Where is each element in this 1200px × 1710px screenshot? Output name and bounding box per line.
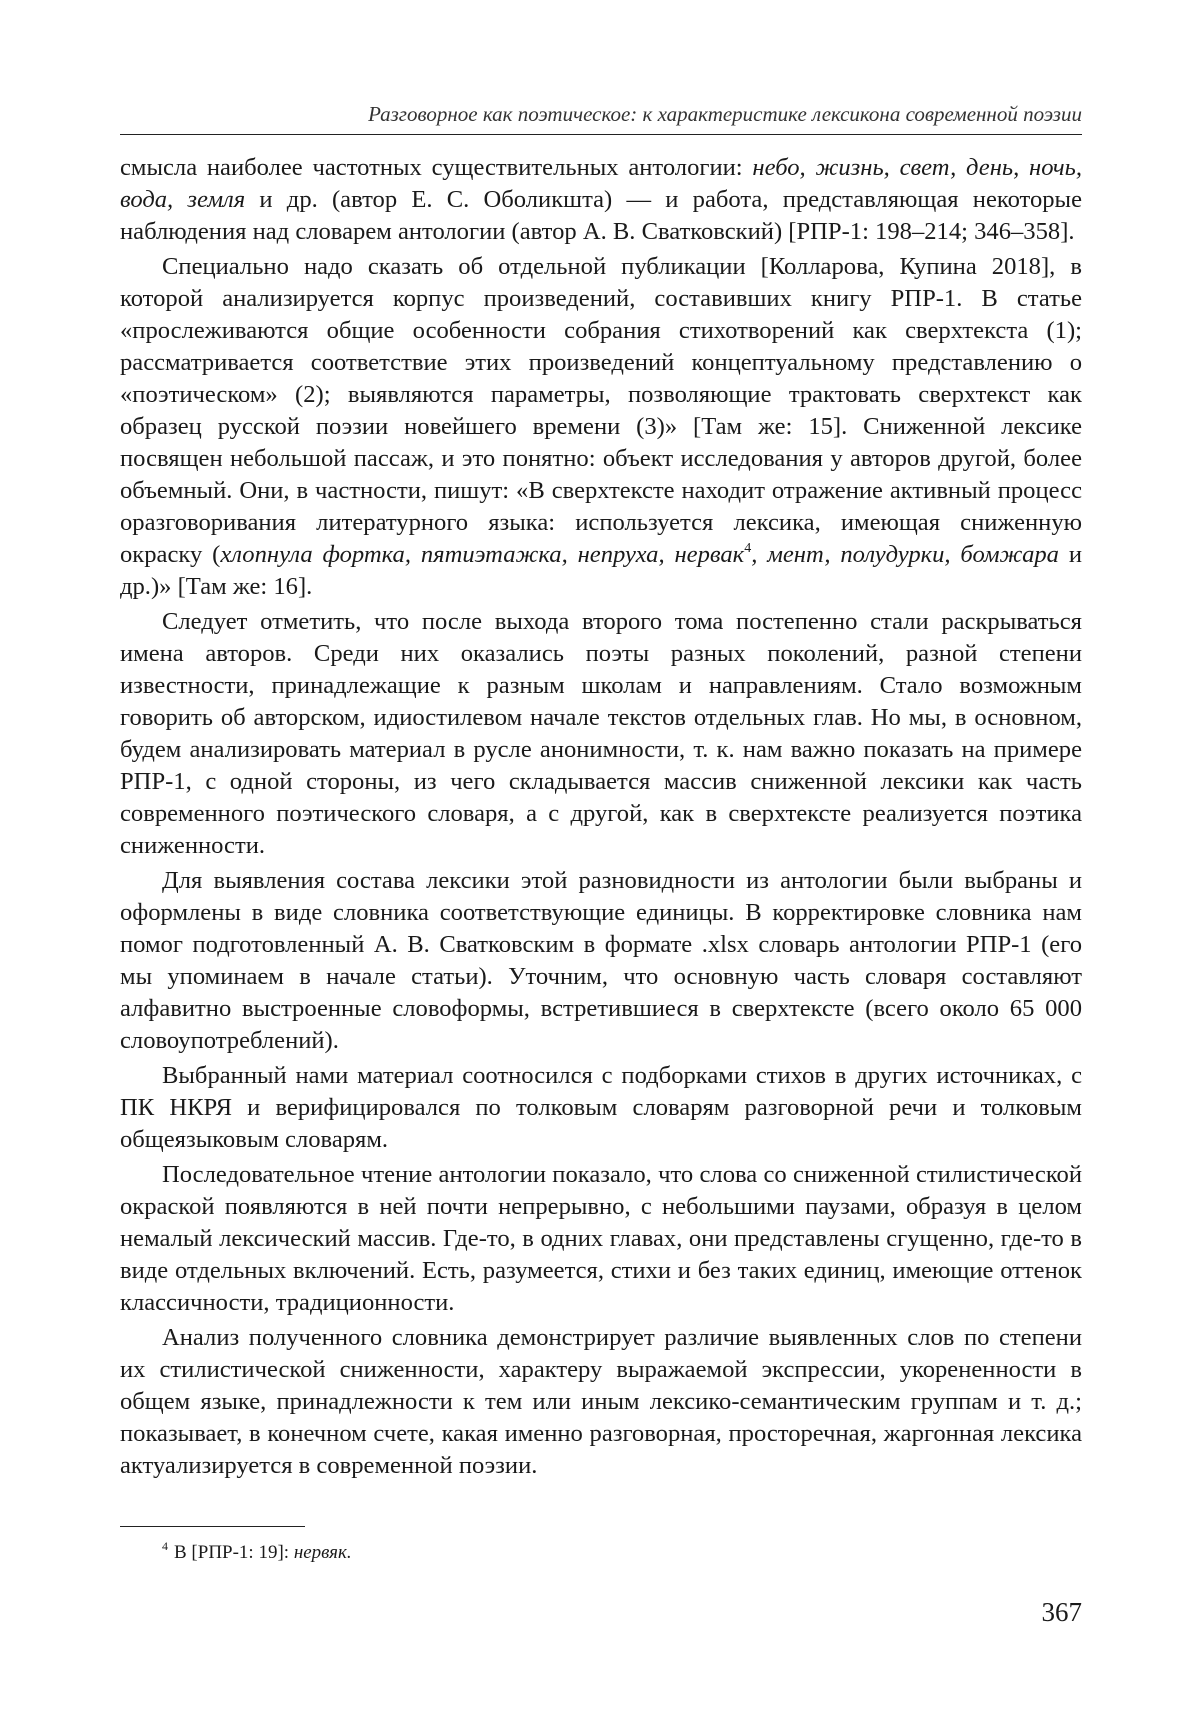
page-number: 367 bbox=[1041, 1597, 1082, 1627]
paragraph-2-text-b: и др.)» [Там же: 16]. bbox=[120, 541, 1082, 600]
footnote-rule bbox=[120, 1526, 305, 1527]
footnote-number: 4 bbox=[162, 1539, 168, 1553]
paragraph-1-text-b: и др. (автор Е. С. Оболикшта) — и работа, представляющая некоторые наблюдения над словарем антологии (автор А. В. Сватковский) [РПР-1: 198–214; 346–358]. bbox=[120, 186, 1082, 245]
paragraph-2-italic-a: хлопнула фортка, пятиэтажка, непруха, нервак bbox=[220, 541, 745, 568]
footnote-ref[interactable]: 4 bbox=[744, 541, 752, 556]
main-text bbox=[120, 152, 1082, 1483]
paragraph-6: Последовательное чтение антологии показало, что слова со сниженной стилистической окраской появляются в ней почти непрерывно, с небольшими паузами, образуя в целом немалый лексический массив. Где-то, в одних главах, они представлены сгущенно, где-то в виде отдельных включений. Есть, разумеется, стихи и без таких единиц, имеющие оттенок классичности, традиционности. bbox=[120, 1161, 1082, 1316]
footnote-italic: нервяк. bbox=[293, 1542, 352, 1563]
header-rule bbox=[120, 134, 1082, 135]
paragraph-3: Следует отметить, что после выхода второго тома постепенно стали раскрываться имена авторов. Среди них оказались поэты разных поколений, разной степени известности, принадлежащие к разным школам и направлениям. Стало возможным говорить об авторском, идиостилевом начале текстов отдельных глав. Но мы, в основном, будем анализировать материал в русле анонимности, т. к. нам важно показать на примере РПР-1, с одной стороны, из чего складывается массив сниженной лексики как часть современного поэтического словаря, а с другой, как в сверхтексте реализуется поэтика сниженности. bbox=[120, 608, 1082, 859]
footnote bbox=[162, 1540, 352, 1566]
paragraph-1-text-a: смысла наиболее частотных существительных антологии: bbox=[120, 154, 753, 181]
paragraph-1-italic: небо, жизнь, свет, день, ночь, вода, земля bbox=[120, 154, 1082, 213]
running-head: Разговорное как поэтическое: к характеристике лексикона современной поэзии bbox=[368, 102, 1082, 126]
paragraph-5: Выбранный нами материал соотносился с подборками стихов в других источниках, с ПК НКРЯ и верифицировался по толковым словарям разговорной речи и толковым общеязыковым словарям. bbox=[120, 1062, 1082, 1153]
paragraph-7: Анализ полученного словника демонстрирует различие выявленных слов по степени их стилистической сниженности, характеру выражаемой экспрессии, укорененности в общем языке, принадлежности к тем или иным лексико-семантическим группам и т. д.; показывает, в конечном счете, какая именно разговорная, просторечная, жаргонная лексика актуализируется в современной поэзии. bbox=[120, 1324, 1082, 1479]
paragraph-1 bbox=[120, 152, 1082, 248]
paragraph-2 bbox=[120, 251, 1082, 603]
paragraph-2-italic-b: , мент, полудурки, бомжара bbox=[751, 541, 1059, 568]
paragraph-4: Для выявления состава лексики этой разновидности из антологии были выбраны и оформлены в виде словника соответствующие единицы. В корректировке словника нам помог подготовленный А. В. Сватковским в формате .xlsx словарь антологии РПР-1 (его мы упоминаем в начале статьи). Уточним, что основную часть словаря составляют алфавитно выстроенные словоформы, встретившиеся в сверхтексте (всего около 65 000 словоупотреблений). bbox=[120, 867, 1082, 1054]
paragraph-2-text-a: Специально надо сказать об отдельной публикации [Колларова, Купина 2018], в которой анализируется корпус произведений, составивших книгу РПР-1. В статье «прослеживаются общие особенности собрания стихотворений как сверхтекста (1); рассматривается соответствие этих произведений концептуальному представлению о «поэтическом» (2); выявляются параметры, позволяющие трактовать сверхтекст как образец русской поэзии новейшего времени (3)» [Там же: 15]. Сниженной лексике посвящен небольшой пассаж, и это понятно: объект исследования у авторов другой, более объемный. Они, в частности, пишут: «В сверхтексте находит отражение активный процесс оразговоривания литературного языка: используется лексика, имеющая сниженную окраску ( bbox=[120, 253, 1082, 568]
footnote-text: В [РПР-1: 19]: bbox=[174, 1542, 294, 1563]
